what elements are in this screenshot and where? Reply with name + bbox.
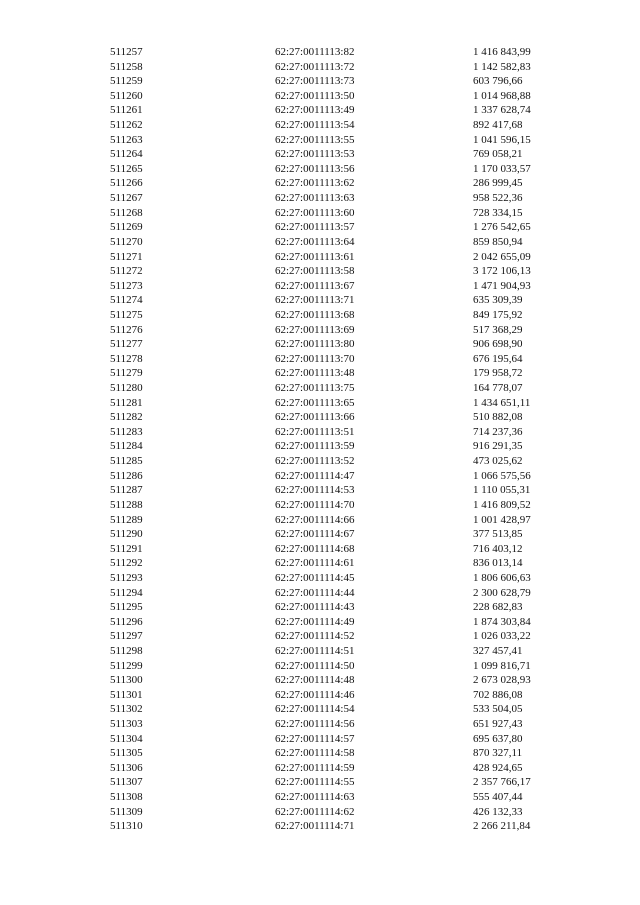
cadastral-value: 1 001 428,97 xyxy=(473,513,531,526)
cadastral-number: 62:27:0011113:67 xyxy=(275,279,355,292)
table-row xyxy=(110,396,550,411)
cadastral-value: 1 026 033,22 xyxy=(473,630,531,643)
cadastral-number: 62:27:0011114:58 xyxy=(275,747,355,760)
table-row xyxy=(110,673,550,688)
table-row xyxy=(110,235,550,250)
row-number: 511288 xyxy=(110,498,143,511)
cadastral-number: 62:27:0011113:65 xyxy=(275,396,355,409)
table-row xyxy=(110,337,550,352)
cadastral-number: 62:27:0011114:59 xyxy=(275,761,355,774)
cadastral-number: 62:27:0011113:69 xyxy=(275,323,355,336)
table-row xyxy=(110,571,550,586)
cadastral-number: 62:27:0011113:60 xyxy=(275,206,355,219)
cadastral-value: 1 874 303,84 xyxy=(473,615,531,628)
row-number: 511279 xyxy=(110,367,143,380)
cadastral-value: 892 417,68 xyxy=(473,119,523,132)
cadastral-value: 473 025,62 xyxy=(473,455,523,468)
table-row xyxy=(110,103,550,118)
cadastral-number: 62:27:0011113:59 xyxy=(275,440,355,453)
table-row xyxy=(110,250,550,265)
cadastral-number: 62:27:0011113:66 xyxy=(275,411,355,424)
cadastral-number: 62:27:0011113:73 xyxy=(275,75,355,88)
cadastral-value: 1 142 582,83 xyxy=(473,60,531,73)
cadastral-value: 2 673 028,93 xyxy=(473,674,531,687)
cadastral-number: 62:27:0011114:54 xyxy=(275,703,355,716)
table-row xyxy=(110,819,550,834)
row-number: 511259 xyxy=(110,75,143,88)
cadastral-number: 62:27:0011114:46 xyxy=(275,688,355,701)
cadastral-value: 164 778,07 xyxy=(473,382,523,395)
row-number: 511261 xyxy=(110,104,143,117)
row-number: 511275 xyxy=(110,308,143,321)
row-number: 511258 xyxy=(110,60,143,73)
cadastral-value: 286 999,45 xyxy=(473,177,523,190)
cadastral-value: 2 042 655,09 xyxy=(473,250,531,263)
table-row xyxy=(110,469,550,484)
row-number: 511296 xyxy=(110,615,143,628)
cadastral-number: 62:27:0011114:44 xyxy=(275,586,355,599)
cadastral-value: 728 334,15 xyxy=(473,206,523,219)
cadastral-number: 62:27:0011114:66 xyxy=(275,513,355,526)
cadastral-value: 517 368,29 xyxy=(473,323,523,336)
table-row xyxy=(110,410,550,425)
table-row xyxy=(110,659,550,674)
cadastral-value: 228 682,83 xyxy=(473,601,523,614)
cadastral-number: 62:27:0011113:64 xyxy=(275,235,355,248)
row-number: 511260 xyxy=(110,89,143,102)
cadastral-number: 62:27:0011113:54 xyxy=(275,119,355,132)
cadastral-value: 1 416 843,99 xyxy=(473,46,531,58)
row-number: 511300 xyxy=(110,674,143,687)
cadastral-value: 1 416 809,52 xyxy=(473,498,531,511)
cadastral-value: 1 337 628,74 xyxy=(473,104,531,117)
cadastral-number: 62:27:0011114:51 xyxy=(275,644,355,657)
table-row xyxy=(110,60,550,75)
row-number: 511306 xyxy=(110,761,143,774)
cadastral-value: 769 058,21 xyxy=(473,148,523,161)
table-row xyxy=(110,513,550,528)
row-number: 511257 xyxy=(110,46,143,58)
table-row xyxy=(110,600,550,615)
row-number: 511274 xyxy=(110,294,143,307)
cadastral-value-table xyxy=(110,45,550,834)
cadastral-value: 533 504,05 xyxy=(473,703,523,716)
cadastral-value: 714 237,36 xyxy=(473,425,523,438)
table-row xyxy=(110,615,550,630)
table-row xyxy=(110,586,550,601)
table-row xyxy=(110,279,550,294)
cadastral-value: 426 132,33 xyxy=(473,805,523,818)
cadastral-value: 849 175,92 xyxy=(473,308,523,321)
row-number: 511262 xyxy=(110,119,143,132)
row-number: 511265 xyxy=(110,162,143,175)
table-row xyxy=(110,191,550,206)
row-number: 511276 xyxy=(110,323,143,336)
table-row xyxy=(110,527,550,542)
cadastral-value: 695 637,80 xyxy=(473,732,523,745)
table-row xyxy=(110,133,550,148)
cadastral-value: 1 110 055,31 xyxy=(473,484,531,497)
cadastral-number: 62:27:0011114:45 xyxy=(275,571,355,584)
row-number: 511304 xyxy=(110,732,143,745)
cadastral-value: 651 927,43 xyxy=(473,718,523,731)
row-number: 511273 xyxy=(110,279,143,292)
table-row xyxy=(110,162,550,177)
cadastral-number: 62:27:0011113:62 xyxy=(275,177,355,190)
cadastral-value: 906 698,90 xyxy=(473,338,523,351)
cadastral-number: 62:27:0011113:50 xyxy=(275,89,355,102)
cadastral-number: 62:27:0011113:72 xyxy=(275,60,355,73)
table-row xyxy=(110,74,550,89)
cadastral-value: 635 309,39 xyxy=(473,294,523,307)
cadastral-number: 62:27:0011113:70 xyxy=(275,352,355,365)
row-number: 511272 xyxy=(110,265,143,278)
row-number: 511292 xyxy=(110,557,143,570)
cadastral-value: 1 041 596,15 xyxy=(473,133,531,146)
row-number: 511290 xyxy=(110,528,143,541)
row-number: 511283 xyxy=(110,425,143,438)
table-row xyxy=(110,352,550,367)
table-row xyxy=(110,746,550,761)
cadastral-value: 327 457,41 xyxy=(473,644,523,657)
cadastral-number: 62:27:0011114:67 xyxy=(275,528,355,541)
cadastral-number: 62:27:0011113:48 xyxy=(275,367,355,380)
table-row xyxy=(110,702,550,717)
cadastral-number: 62:27:0011114:55 xyxy=(275,776,355,789)
table-row xyxy=(110,176,550,191)
row-number: 511309 xyxy=(110,805,143,818)
table-row xyxy=(110,147,550,162)
cadastral-value: 916 291,35 xyxy=(473,440,523,453)
cadastral-value: 1 471 904,93 xyxy=(473,279,531,292)
cadastral-number: 62:27:0011113:82 xyxy=(275,46,355,58)
table-row xyxy=(110,220,550,235)
row-number: 511286 xyxy=(110,469,143,482)
cadastral-value: 603 796,66 xyxy=(473,75,523,88)
row-number: 511297 xyxy=(110,630,143,643)
row-number: 511278 xyxy=(110,352,143,365)
cadastral-number: 62:27:0011114:70 xyxy=(275,498,355,511)
cadastral-number: 62:27:0011113:56 xyxy=(275,162,355,175)
cadastral-number: 62:27:0011113:75 xyxy=(275,382,355,395)
cadastral-value: 555 407,44 xyxy=(473,791,523,804)
cadastral-number: 62:27:0011113:58 xyxy=(275,265,355,278)
table-row xyxy=(110,688,550,703)
table-row xyxy=(110,644,550,659)
row-number: 511269 xyxy=(110,221,143,234)
row-number: 511264 xyxy=(110,148,143,161)
table-row xyxy=(110,498,550,513)
table-row xyxy=(110,775,550,790)
cadastral-number: 62:27:0011114:56 xyxy=(275,718,355,731)
cadastral-number: 62:27:0011114:61 xyxy=(275,557,355,570)
cadastral-value: 836 013,14 xyxy=(473,557,523,570)
cadastral-value: 958 522,36 xyxy=(473,192,523,205)
table-row xyxy=(110,761,550,776)
cadastral-value: 377 513,85 xyxy=(473,528,523,541)
table-row xyxy=(110,89,550,104)
cadastral-value: 1 099 816,71 xyxy=(473,659,531,672)
cadastral-value: 859 850,94 xyxy=(473,235,523,248)
cadastral-value: 716 403,12 xyxy=(473,542,523,555)
cadastral-value: 1 014 968,88 xyxy=(473,89,531,102)
row-number: 511271 xyxy=(110,250,143,263)
table-row xyxy=(110,293,550,308)
table-row xyxy=(110,542,550,557)
table-row xyxy=(110,45,550,60)
cadastral-number: 62:27:0011113:61 xyxy=(275,250,355,263)
table-row xyxy=(110,425,550,440)
cadastral-value: 676 195,64 xyxy=(473,352,523,365)
row-number: 511268 xyxy=(110,206,143,219)
table-row xyxy=(110,454,550,469)
cadastral-number: 62:27:0011114:47 xyxy=(275,469,355,482)
row-number: 511284 xyxy=(110,440,143,453)
row-number: 511280 xyxy=(110,382,143,395)
cadastral-number: 62:27:0011114:50 xyxy=(275,659,355,672)
row-number: 511266 xyxy=(110,177,143,190)
cadastral-value: 2 357 766,17 xyxy=(473,776,531,789)
cadastral-number: 62:27:0011114:63 xyxy=(275,791,355,804)
row-number: 511307 xyxy=(110,776,143,789)
cadastral-value: 2 300 628,79 xyxy=(473,586,531,599)
row-number: 511293 xyxy=(110,571,143,584)
table-row xyxy=(110,483,550,498)
table-row xyxy=(110,381,550,396)
table-row xyxy=(110,805,550,820)
cadastral-number: 62:27:0011113:71 xyxy=(275,294,355,307)
table-row xyxy=(110,206,550,221)
row-number: 511277 xyxy=(110,338,143,351)
cadastral-number: 62:27:0011114:71 xyxy=(275,820,355,833)
cadastral-number: 62:27:0011113:53 xyxy=(275,148,355,161)
table-row xyxy=(110,366,550,381)
cadastral-number: 62:27:0011113:51 xyxy=(275,425,355,438)
cadastral-number: 62:27:0011113:55 xyxy=(275,133,355,146)
cadastral-value: 1 276 542,65 xyxy=(473,221,531,234)
table-row xyxy=(110,439,550,454)
cadastral-value: 1 170 033,57 xyxy=(473,162,531,175)
cadastral-value: 510 882,08 xyxy=(473,411,523,424)
cadastral-value: 179 958,72 xyxy=(473,367,523,380)
row-number: 511270 xyxy=(110,235,143,248)
row-number: 511282 xyxy=(110,411,143,424)
cadastral-number: 62:27:0011114:43 xyxy=(275,601,355,614)
row-number: 511302 xyxy=(110,703,143,716)
row-number: 511298 xyxy=(110,644,143,657)
table-row xyxy=(110,323,550,338)
row-number: 511267 xyxy=(110,192,143,205)
row-number: 511289 xyxy=(110,513,143,526)
cadastral-value: 1 066 575,56 xyxy=(473,469,531,482)
cadastral-value: 870 327,11 xyxy=(473,747,523,760)
row-number: 511281 xyxy=(110,396,143,409)
table-row xyxy=(110,308,550,323)
cadastral-number: 62:27:0011113:63 xyxy=(275,192,355,205)
cadastral-value: 3 172 106,13 xyxy=(473,265,531,278)
cadastral-number: 62:27:0011114:62 xyxy=(275,805,355,818)
cadastral-number: 62:27:0011114:52 xyxy=(275,630,355,643)
cadastral-value: 428 924,65 xyxy=(473,761,523,774)
cadastral-number: 62:27:0011114:57 xyxy=(275,732,355,745)
cadastral-number: 62:27:0011114:48 xyxy=(275,674,355,687)
cadastral-number: 62:27:0011113:57 xyxy=(275,221,355,234)
cadastral-number: 62:27:0011113:52 xyxy=(275,455,355,468)
row-number: 511301 xyxy=(110,688,143,701)
cadastral-number: 62:27:0011114:49 xyxy=(275,615,355,628)
row-number: 511287 xyxy=(110,484,143,497)
row-number: 511308 xyxy=(110,791,143,804)
row-number: 511310 xyxy=(110,820,143,833)
row-number: 511303 xyxy=(110,718,143,731)
row-number: 511305 xyxy=(110,747,143,760)
cadastral-number: 62:27:0011113:49 xyxy=(275,104,355,117)
table-row xyxy=(110,790,550,805)
row-number: 511291 xyxy=(110,542,143,555)
cadastral-number: 62:27:0011114:68 xyxy=(275,542,355,555)
cadastral-number: 62:27:0011113:68 xyxy=(275,308,355,321)
cadastral-value: 1 806 606,63 xyxy=(473,571,531,584)
cadastral-value: 2 266 211,84 xyxy=(473,820,531,833)
row-number: 511299 xyxy=(110,659,143,672)
row-number: 511295 xyxy=(110,601,143,614)
cadastral-value: 1 434 651,11 xyxy=(473,396,531,409)
table-row xyxy=(110,717,550,732)
cadastral-value: 702 886,08 xyxy=(473,688,523,701)
table-row xyxy=(110,118,550,133)
cadastral-number: 62:27:0011114:53 xyxy=(275,484,355,497)
table-row xyxy=(110,264,550,279)
cadastral-number: 62:27:0011113:80 xyxy=(275,338,355,351)
row-number: 511285 xyxy=(110,455,143,468)
table-row xyxy=(110,556,550,571)
table-row xyxy=(110,732,550,747)
row-number: 511294 xyxy=(110,586,143,599)
row-number: 511263 xyxy=(110,133,143,146)
table-row xyxy=(110,629,550,644)
